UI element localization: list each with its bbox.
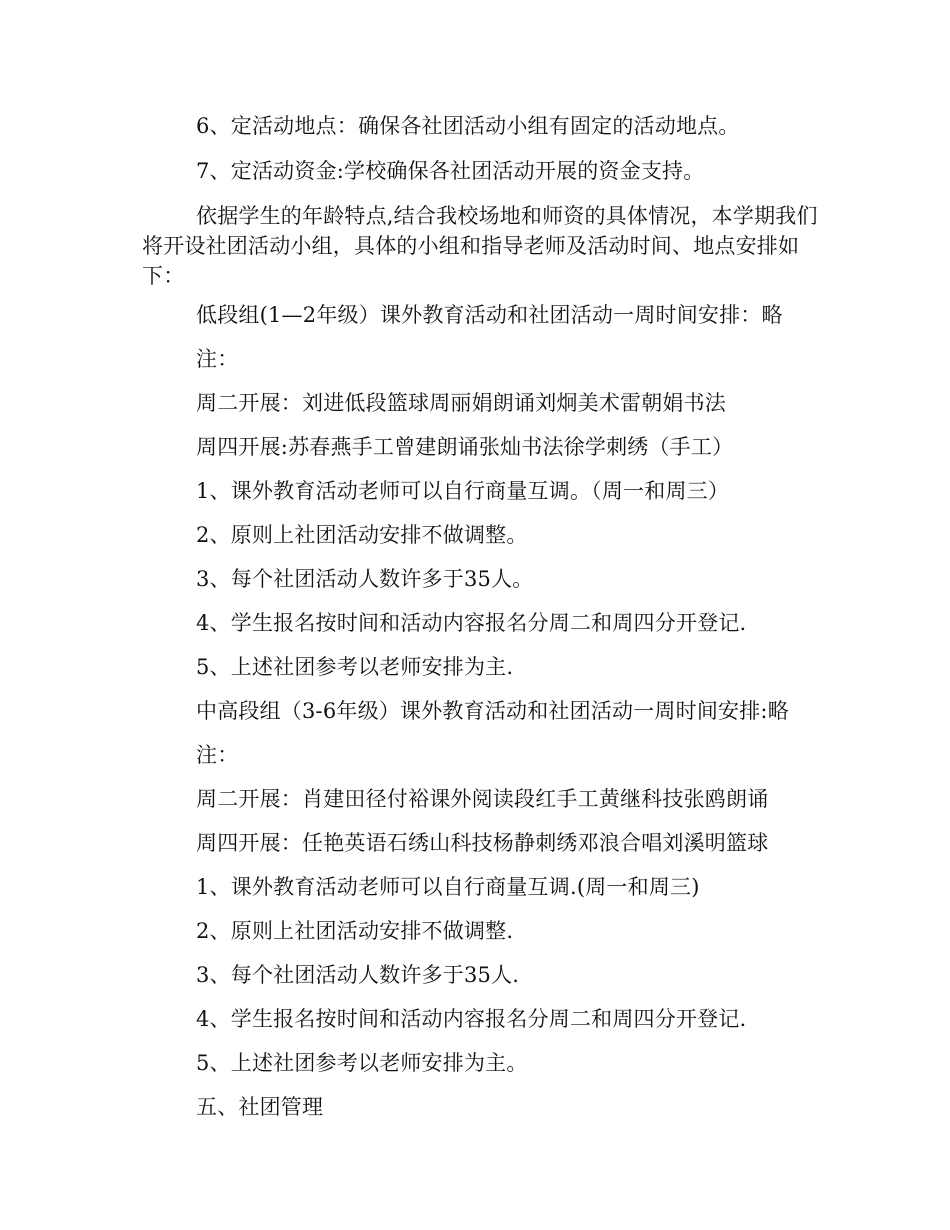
mid-high-group-note-2: 2、原则上社团活动安排不做调整.: [196, 919, 514, 943]
intro-paragraph: 依据学生的年龄特点,结合我校场地和师资的具体情况，本学期我们将开设社团活动小组，具体的小组和指导老师及活动时间、地点安排如下：: [142, 204, 818, 288]
mid-high-group-note-1: 1、课外教育活动老师可以自行商量互调.(周一和周三): [196, 875, 700, 899]
low-group-note-4: 4、学生报名按时间和活动内容报名分周二和周四分开登记.: [196, 611, 747, 635]
section-heading-club-management: 五、社团管理: [196, 1095, 324, 1119]
low-group-note-1: 1、课外教育活动老师可以自行商量互调。（周一和周三）: [196, 479, 730, 503]
mid-high-group-note-4: 4、学生报名按时间和活动内容报名分周二和周四分开登记.: [196, 1007, 747, 1031]
mid-high-group-note-5: 5、上述社团参考以老师安排为主。: [196, 1051, 528, 1075]
low-group-title: 低段组(1—2年级）课外教育活动和社团活动一周时间安排：略: [196, 303, 783, 327]
item-activity-funding: 7、定活动资金:学校确保各社团活动开展的资金支持。: [196, 159, 705, 183]
mid-high-group-note-label: 注：: [196, 743, 239, 767]
mid-high-group-tuesday: 周二开展：肖建田径付裕课外阅读段红手工黄继科技张鸥朗诵: [196, 787, 769, 811]
low-group-tuesday: 周二开展：刘进低段篮球周丽娟朗诵刘炯美术雷朝娟书法: [196, 391, 726, 415]
low-group-note-2: 2、原则上社团活动安排不做调整。: [196, 523, 528, 547]
low-group-note-5: 5、上述社团参考以老师安排为主.: [196, 655, 514, 679]
mid-high-group-title: 中高段组（3-6年级）课外教育活动和社团活动一周时间安排:略: [196, 699, 789, 723]
mid-high-group-note-3: 3、每个社团活动人数许多于35人.: [196, 963, 520, 987]
item-activity-location: 6、定活动地点：确保各社团活动小组有固定的活动地点。: [196, 114, 740, 138]
low-group-note-label: 注：: [196, 347, 239, 371]
low-group-note-3: 3、每个社团活动人数许多于35人。: [196, 567, 534, 591]
mid-high-group-thursday: 周四开展：任艳英语石绣山科技杨静刺绣邓浪合唱刘溪明篮球: [196, 831, 769, 855]
low-group-thursday: 周四开展:苏春燕手工曾建朗诵张灿书法徐学刺绣（手工）: [196, 435, 734, 459]
